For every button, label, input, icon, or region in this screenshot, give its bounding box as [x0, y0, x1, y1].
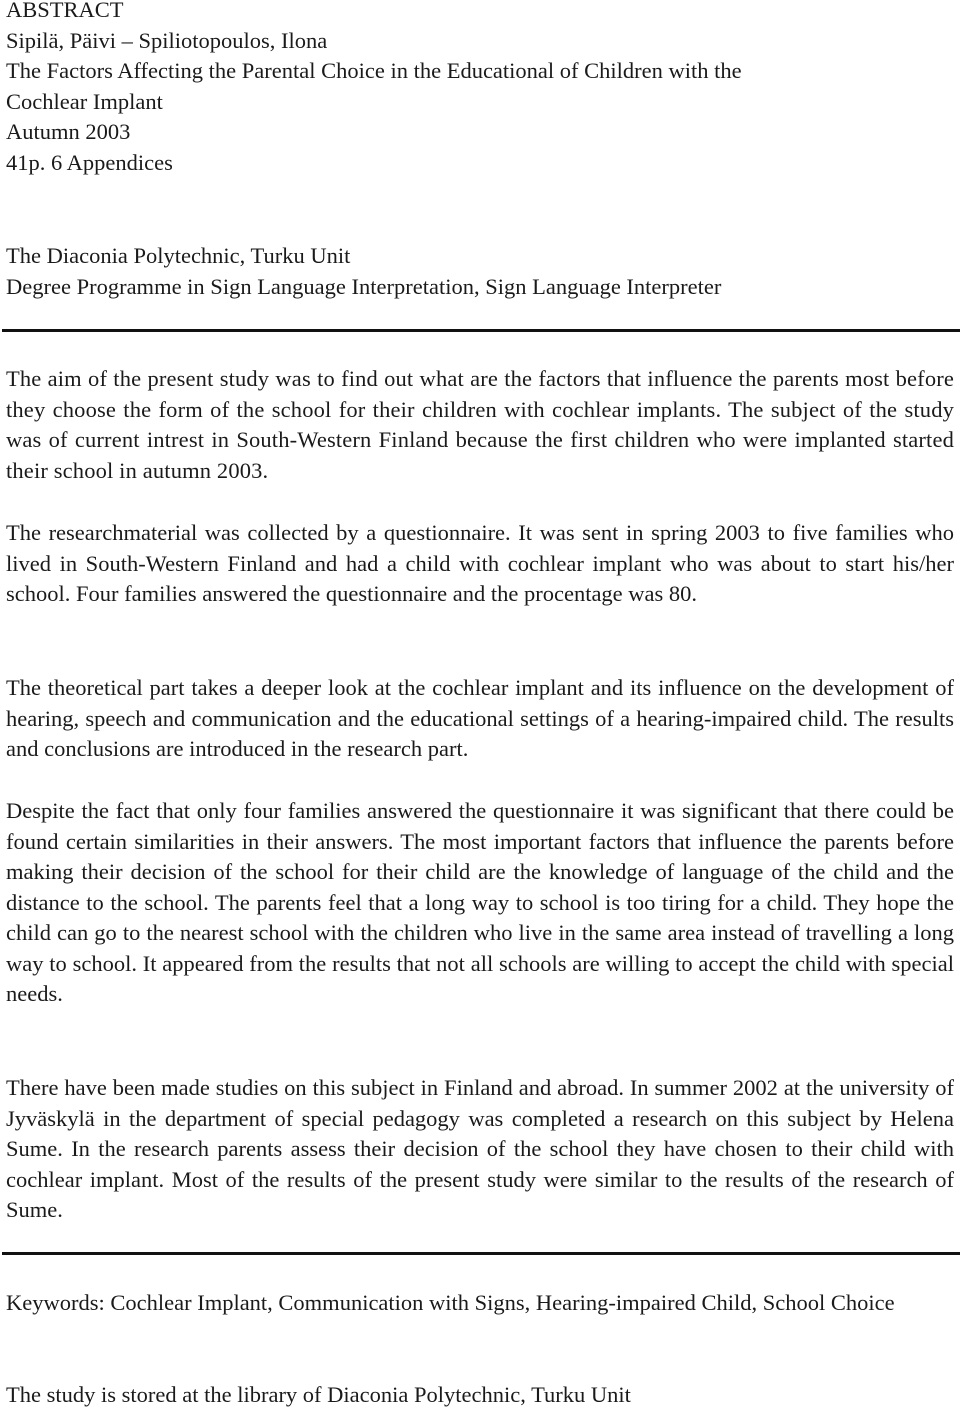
abstract-paragraph-2: The researchmaterial was collected by a questionnaire. It was sent in spring 2003 to five families who lived in South-Western Finland and had a child with cochlear implant who was about to start his/her school. Four families answered the questionnaire and the procentage was 80. — [6, 520, 954, 606]
abstract-paragraph-1: The aim of the present study was to find out what are the factors that influence the parents most before they choose the form of the school for their children with cochlear implants. The subject of the study was of current intrest in South-Western Finland because the first children who were implanted started their school in autumn 2003. — [6, 366, 954, 483]
degree-programme: Degree Programme in Sign Language Interpretation, Sign Language Interpreter — [6, 273, 722, 299]
keywords: Keywords: Cochlear Implant, Communication with Signs, Hearing-impaired Child, School Choice — [6, 1290, 895, 1315]
thesis-title-line-1: The Factors Affecting the Parental Choice in the Educational of Children with the — [6, 58, 742, 83]
authors: Sipilä, Päivi – Spiliotopoulos, Ilona — [6, 27, 328, 53]
abstract-paragraph-3: The theoretical part takes a deeper look at the cochlear implant and its influence on the development of hearing, speech and communication and the educational settings of a hearing-impaired child. The results and conclusions are introduced in the research part. — [6, 675, 954, 761]
page-count: 41p. 6 Appendices — [6, 149, 173, 175]
institution-block — [6, 241, 721, 302]
abstract-heading: ABSTRACT — [6, 0, 124, 22]
thesis-title-line-2: Cochlear Implant — [6, 88, 163, 114]
abstract-header — [6, 0, 742, 178]
top-divider — [2, 329, 960, 332]
date: Autumn 2003 — [6, 119, 131, 144]
storage-note: The study is stored at the library of Diaconia Polytechnic, Turku Unit — [6, 1382, 631, 1407]
institution-name: The Diaconia Polytechnic, Turku Unit — [6, 243, 351, 268]
bottom-divider — [2, 1252, 960, 1255]
abstract-paragraph-4: Despite the fact that only four families answered the questionnaire it was significant that there could be found certain similarities in their answers. The most important factors that influence the parents before making their decision of the school for their child are the knowledge of language of the child and the distance to the school. The parents feel that a long way to school is too tiring for a child. They hope the child can go to the nearest school with the children who live in the same area instead of travelling a long way to school. It appeared from the results that not all schools are willing to accept the child with special needs. — [6, 798, 954, 1006]
abstract-paragraph-5: There have been made studies on this subject in Finland and abroad. In summer 2002 at the university of Jyväskylä in the department of special pedagogy was completed a research on this subject by Helena Sume. In the research parents assess their decision of the school they have chosen to their child with cochlear implant. Most of the results of the present study were similar to the results of the research of Sume. — [6, 1075, 954, 1222]
